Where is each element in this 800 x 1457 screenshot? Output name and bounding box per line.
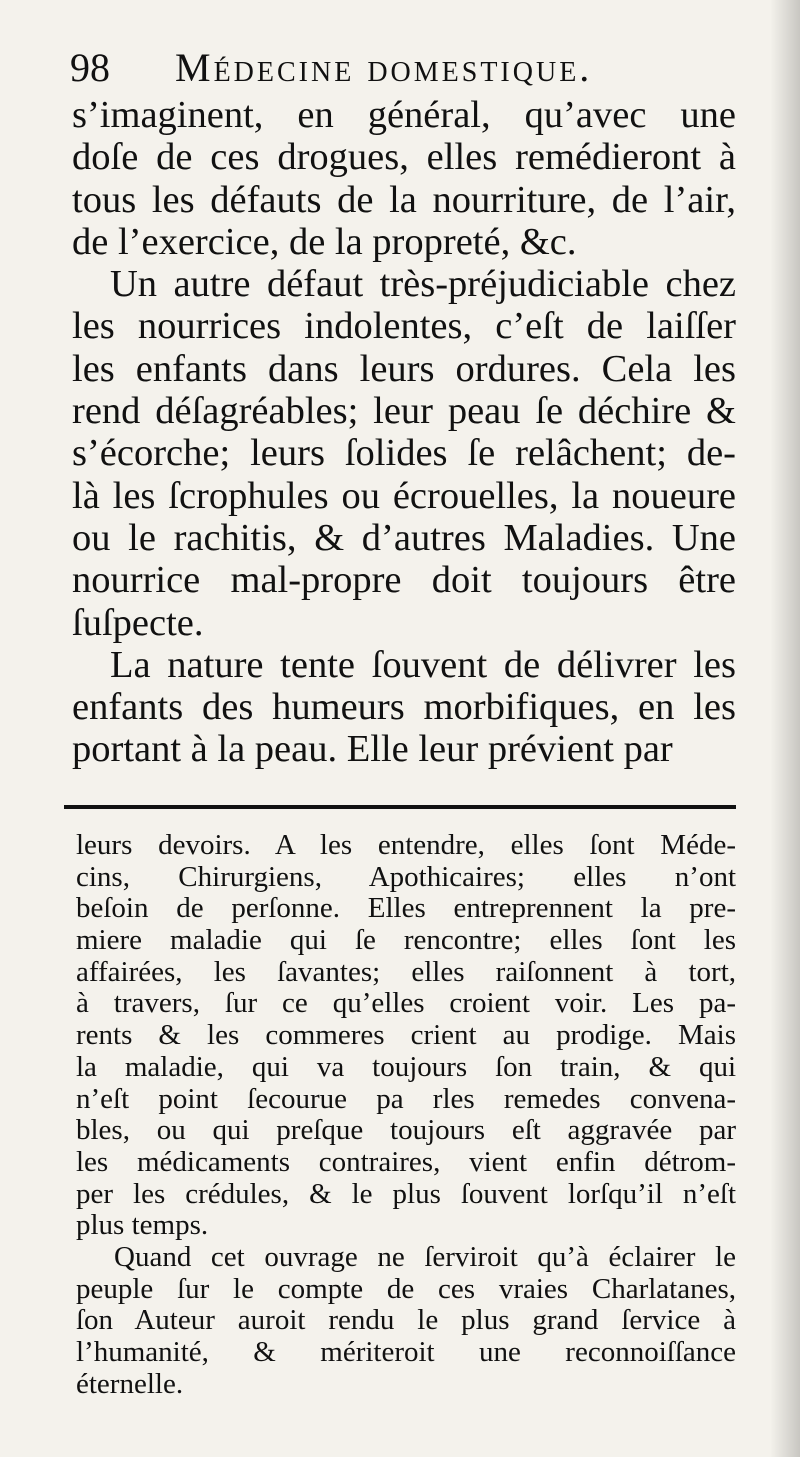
footnote-line: Quand cet ouvrage ne ſerviroit qu’à éclairer le	[114, 1241, 736, 1273]
footnote-line: éternelle.	[76, 1368, 184, 1400]
main-text-paragraph	[72, 94, 736, 263]
footnote-line: leurs devoirs. A les entendre, elles ſont Méde-	[76, 830, 736, 861]
main-text-line: nourrice mal-propre doit toujours être	[72, 559, 736, 602]
footnote	[76, 830, 736, 1400]
footnote-line: affairées, les ſavantes; elles raiſonnent à tort,	[76, 956, 736, 988]
main-text-line: s’écorche; leurs ſolides ſe relâchent; de-	[72, 432, 736, 475]
footnote-line: ſon Auteur auroit rendu le plus grand ſervice à	[76, 1305, 736, 1337]
page-header	[70, 40, 740, 96]
main-text-line: les enfants dans leurs ordures. Cela les	[72, 347, 736, 390]
main-text-paragraph	[72, 263, 736, 644]
main-text	[72, 94, 736, 771]
main-text-paragraph	[72, 644, 736, 771]
footnote-line: rents & les commeres crient au prodige. Mais	[76, 1020, 736, 1052]
main-text-line: ou le rachitis, & d’autres Maladies. Une	[72, 516, 736, 559]
footnote-line: bles, ou qui preſque toujours eſt aggravée par	[76, 1115, 736, 1147]
footnote-paragraph	[76, 1242, 736, 1400]
main-text-line: les nourrices indolentes, c’eſt de laiſſer	[72, 305, 736, 348]
page-number: 98	[70, 45, 110, 90]
footnote-line: n’eſt point ſecourue pa rles remedes convena-	[76, 1083, 736, 1115]
footnote-paragraph	[76, 830, 736, 1242]
footnote-line: les médicaments contraires, vient enfin détrom-	[76, 1146, 736, 1178]
main-text-line: là les ſcrophules ou écrouelles, la noueure	[72, 474, 736, 517]
main-text-line: Un autre défaut très-préjudiciable chez	[110, 263, 736, 306]
main-text-line: enfants des humeurs morbifiques, en les	[72, 686, 736, 729]
footnote-line: à travers, ſur ce qu’elles croient voir. Les pa-	[76, 988, 736, 1020]
footnote-line: l’humanité, & mériteroit une reconnoiſſance	[76, 1337, 736, 1368]
footnote-line: miere maladie qui ſe rencontre; elles ſont les	[76, 925, 736, 957]
main-text-line: tous les défauts de la nourriture, de l’air,	[72, 178, 736, 221]
footnote-line: cins, Chirurgiens, Apothicaires; elles n’ont	[76, 861, 736, 893]
footnote-line: beſoin de perſonne. Elles entreprennent la pre-	[76, 893, 736, 925]
main-text-line: doſe de ces drogues, elles remédieront à	[72, 136, 736, 179]
main-text-line: s’imaginent, en général, qu’avec une	[72, 94, 736, 136]
main-text-line: rend déſagréables; leur peau ſe déchire &	[72, 390, 736, 433]
main-text-line: portant à la peau. Elle leur prévient par	[72, 728, 673, 771]
main-text-line: de l’exercice, de la propreté, &c.	[72, 220, 577, 263]
footnote-line: plus temps.	[76, 1210, 209, 1242]
main-text-line: ſuſpecte.	[72, 601, 204, 644]
footnote-line: la maladie, qui va toujours ſon train, & qui	[76, 1051, 736, 1083]
running-title: Médecine domestique.	[175, 45, 593, 90]
footnote-line: peuple ſur le compte de ces vraies Charlatanes,	[76, 1273, 736, 1305]
main-text-line: La nature tente ſouvent de délivrer les	[110, 643, 736, 686]
page-edge-shadow	[770, 0, 800, 1457]
footnote-line: per les crédules, & le plus ſouvent lorſqu’il n’eſt	[76, 1178, 736, 1210]
footnote-rule	[64, 805, 736, 809]
